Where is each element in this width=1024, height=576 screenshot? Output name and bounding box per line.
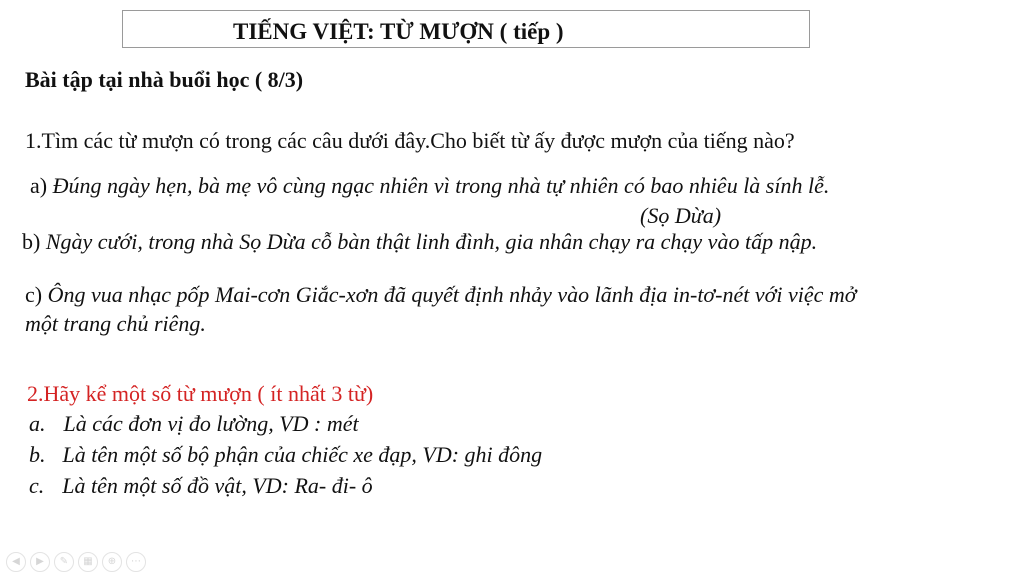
exercise-1-item-c <box>25 282 857 308</box>
item-a-prefix: a) <box>30 173 53 198</box>
exercise-2-heading: 2.Hãy kể một số từ mượn ( ít nhất 3 từ) <box>27 381 374 406</box>
title-box <box>122 10 810 48</box>
item-text: Là tên một số đồ vật, VD: Ra- đi- ô <box>62 473 373 498</box>
pen-icon[interactable]: ✎ <box>54 552 74 572</box>
item-b-prefix: b) <box>22 229 46 254</box>
item-a-text: Đúng ngày hẹn, bà mẹ vô cùng ngạc nhiên vì trong nhà tự nhiên có bao nhiêu là sính lễ. <box>52 173 830 198</box>
exercise-1-heading: 1.Tìm các từ mượn có trong các câu dưới đây.Cho biết từ ấy được mượn của tiếng nào? <box>25 128 795 153</box>
item-marker: c. <box>29 473 45 498</box>
exercise-1-item-a <box>30 173 829 199</box>
slides-icon[interactable]: ▦ <box>78 552 98 572</box>
exercise-1-item-b <box>22 229 817 255</box>
item-a-source: (Sọ Dừa) <box>640 203 722 228</box>
exercise-2-item-c <box>29 473 373 499</box>
item-text: Là tên một số bộ phận của chiếc xe đạp, VD: ghi đông <box>62 442 543 467</box>
homework-subtitle: Bài tập tại nhà buổi học ( 8/3) <box>25 67 304 92</box>
zoom-icon[interactable]: ⊕ <box>102 552 122 572</box>
next-icon[interactable]: ▶ <box>30 552 50 572</box>
more-icon[interactable]: ⋯ <box>126 552 146 572</box>
slideshow-navigation <box>6 552 146 572</box>
item-text: Là các đơn vị đo lường, VD : mét <box>63 411 359 436</box>
item-c-prefix: c) <box>25 282 48 307</box>
item-marker: a. <box>29 411 46 436</box>
exercise-2-item-b <box>29 442 542 468</box>
slide-title: TIẾNG VIỆT: TỪ MƯỢN ( tiếp ) <box>233 19 564 44</box>
item-marker: b. <box>29 442 46 467</box>
item-b-text: Ngày cưới, trong nhà Sọ Dừa cỗ bàn thật linh đình, gia nhân chạy ra chạy vào tấp nập. <box>45 229 818 254</box>
exercise-2-item-a <box>29 411 359 437</box>
previous-icon[interactable]: ◀ <box>6 552 26 572</box>
item-c-line-2: một trang chủ riêng. <box>25 311 206 336</box>
item-c-line-1: Ông vua nhạc pốp Mai-cơn Giắc-xơn đã quyết định nhảy vào lãnh địa in-tơ-nét với việc mở <box>47 282 857 307</box>
